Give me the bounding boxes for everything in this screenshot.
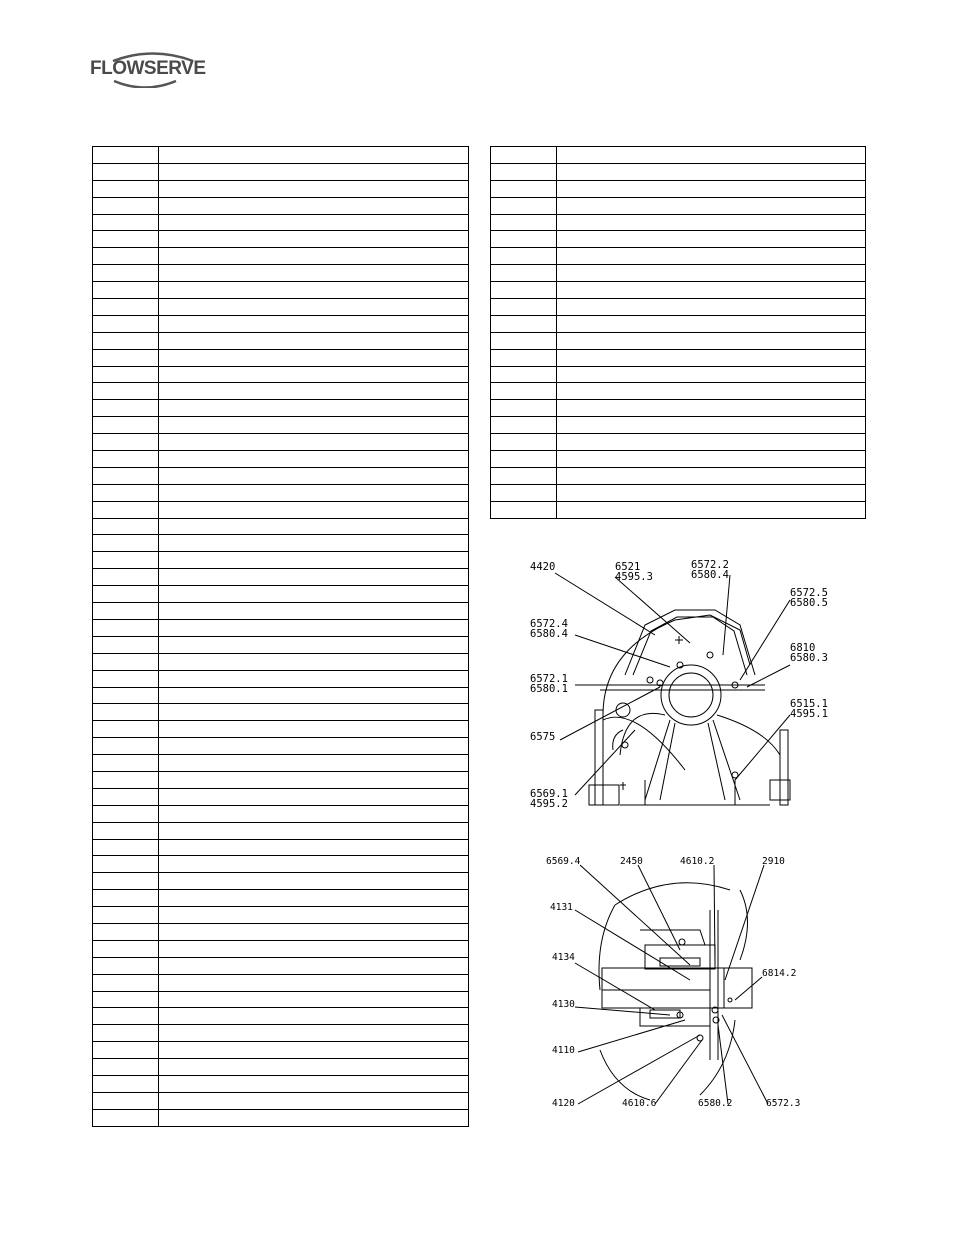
part-description-cell [159,180,469,197]
table-row [93,484,469,501]
table-row [93,501,469,518]
callout-label: 6572.5 [790,587,828,599]
part-description-cell [159,974,469,991]
part-number-cell [93,856,159,873]
flowserve-logo [90,52,208,88]
part-number-cell [93,687,159,704]
table-row [93,1008,469,1025]
table-row [93,197,469,214]
callout-label: 2450 [620,856,643,867]
part-number-cell [491,299,557,316]
table-row [491,366,866,383]
table-row [93,434,469,451]
table-row [93,670,469,687]
part-description-cell [159,923,469,940]
callout-label: 6521 [615,561,641,573]
part-number-cell [93,603,159,620]
callout-label: 4120 [552,1098,575,1109]
part-number-cell [491,400,557,417]
part-description-cell [159,687,469,704]
part-description-cell [557,434,866,451]
table-row [93,1109,469,1126]
part-description-cell [557,467,866,484]
part-description-cell [159,484,469,501]
table-row [93,163,469,180]
callout-label: 6515.1 [790,698,828,710]
part-description-cell [159,501,469,518]
part-description-cell [557,484,866,501]
part-description-cell [159,535,469,552]
part-description-cell [159,282,469,299]
part-number-cell [93,636,159,653]
part-number-cell [93,315,159,332]
part-number-cell [491,265,557,282]
part-number-cell [93,417,159,434]
table-row [93,467,469,484]
part-number-cell [93,467,159,484]
part-description-cell [159,214,469,231]
table-row [491,400,866,417]
table-row [93,248,469,265]
table-row [93,1075,469,1092]
part-number-cell [93,755,159,772]
table-row [491,451,866,468]
part-number-cell [93,163,159,180]
callout-label: 4610.2 [680,856,715,867]
part-description-cell [557,383,866,400]
part-description-cell [159,856,469,873]
table-row [93,265,469,282]
part-number-cell [491,332,557,349]
table-row [93,366,469,383]
part-number-cell [93,721,159,738]
part-number-cell [93,670,159,687]
part-number-cell [93,332,159,349]
table-row [93,788,469,805]
part-description-cell [159,788,469,805]
part-description-cell [159,940,469,957]
callout-label: 6580.1 [530,683,568,695]
callout-labels [546,856,800,1109]
part-number-cell [93,1025,159,1042]
part-description-cell [557,299,866,316]
table-row [93,755,469,772]
part-number-cell [93,265,159,282]
part-description-cell [159,315,469,332]
callout-label: 6572.1 [530,673,568,685]
callout-label: 4595.1 [790,708,828,720]
table-row [93,451,469,468]
part-number-cell [93,299,159,316]
part-description-cell [159,569,469,586]
table-row [93,721,469,738]
part-number-cell [491,180,557,197]
table-row [93,315,469,332]
callout-label: 2910 [762,856,785,867]
part-number-cell [93,873,159,890]
part-description-cell [159,417,469,434]
table-row [93,282,469,299]
part-number-cell [93,383,159,400]
table-row [491,180,866,197]
part-number-cell [93,822,159,839]
part-number-cell [93,400,159,417]
table-row [93,923,469,940]
part-description-cell [159,265,469,282]
part-description-cell [159,299,469,316]
part-description-cell [159,1092,469,1109]
part-number-cell [93,653,159,670]
part-number-cell [93,839,159,856]
seal-detail-drawing [540,850,820,1115]
table-row [93,704,469,721]
part-description-cell [159,805,469,822]
part-number-cell [491,214,557,231]
part-description-cell [159,907,469,924]
part-description-cell [159,163,469,180]
part-number-cell [93,890,159,907]
part-number-cell [93,940,159,957]
part-number-cell [93,738,159,755]
part-number-cell [93,586,159,603]
part-description-cell [159,518,469,535]
callout-label: 6569.4 [546,856,581,867]
part-description-cell [159,771,469,788]
table-row [93,856,469,873]
table-row [93,1092,469,1109]
part-number-cell [93,214,159,231]
part-description-cell [557,147,866,164]
part-number-cell [93,1008,159,1025]
callout-label: 4130 [552,999,575,1010]
table-row [93,417,469,434]
callout-label: 4110 [552,1045,575,1056]
part-number-cell [93,923,159,940]
part-description-cell [557,332,866,349]
part-number-cell [491,434,557,451]
table-row [491,417,866,434]
table-row [93,147,469,164]
part-description-cell [159,822,469,839]
part-description-cell [557,163,866,180]
part-description-cell [159,1109,469,1126]
part-description-cell [159,467,469,484]
table-row [93,907,469,924]
part-description-cell [159,231,469,248]
part-description-cell [159,366,469,383]
callout-label: 4131 [550,902,573,913]
part-number-cell [93,147,159,164]
table-row [93,586,469,603]
part-number-cell [93,1042,159,1059]
part-description-cell [557,400,866,417]
part-description-cell [557,248,866,265]
part-number-cell [93,552,159,569]
callout-label: 4610.6 [622,1098,657,1109]
table-row [93,957,469,974]
part-description-cell [159,1025,469,1042]
part-description-cell [159,451,469,468]
part-number-cell [93,805,159,822]
part-number-cell [491,383,557,400]
part-description-cell [159,670,469,687]
part-number-cell [491,501,557,518]
part-number-cell [491,282,557,299]
part-number-cell [491,315,557,332]
part-description-cell [159,586,469,603]
callout-label: 4595.2 [530,798,568,810]
table-row [93,738,469,755]
callout-label: 6575 [530,731,556,743]
callout-label: 6572.3 [766,1098,801,1109]
table-row [491,265,866,282]
leader-lines [575,865,768,1104]
table-row [93,180,469,197]
part-description-cell [159,332,469,349]
part-description-cell [159,653,469,670]
callout-label: 6580.4 [530,628,568,640]
part-description-cell [159,839,469,856]
table-row [93,619,469,636]
parts-list-table-left [92,146,469,1127]
part-description-cell [159,755,469,772]
table-row [93,603,469,620]
table-row [491,282,866,299]
part-description-cell [159,1042,469,1059]
table-row [491,248,866,265]
pump-cross-section-drawing [525,555,845,815]
part-description-cell [557,197,866,214]
table-row [491,147,866,164]
table-row [491,163,866,180]
part-description-cell [557,417,866,434]
part-number-cell [93,248,159,265]
part-number-cell [491,484,557,501]
part-number-cell [93,197,159,214]
part-description-cell [557,501,866,518]
table-row [93,214,469,231]
part-number-cell [93,231,159,248]
logo-text: FLOWSERVE [90,58,206,79]
table-row [93,839,469,856]
part-number-cell [93,704,159,721]
part-number-cell [93,518,159,535]
part-description-cell [557,315,866,332]
part-number-cell [93,907,159,924]
part-description-cell [159,197,469,214]
part-description-cell [159,400,469,417]
table-row [491,197,866,214]
callout-label: 6580.2 [698,1098,733,1109]
table-row [491,349,866,366]
part-description-cell [557,349,866,366]
callout-label: 6580.3 [790,652,828,664]
part-description-cell [159,1075,469,1092]
table-row [93,771,469,788]
part-number-cell [93,771,159,788]
table-row [93,940,469,957]
part-description-cell [159,552,469,569]
table-row [491,501,866,518]
part-number-cell [491,451,557,468]
part-number-cell [93,1092,159,1109]
part-description-cell [159,349,469,366]
part-number-cell [491,349,557,366]
table-row [491,484,866,501]
part-description-cell [159,434,469,451]
table-row [93,991,469,1008]
part-number-cell [491,147,557,164]
part-number-cell [93,366,159,383]
table-row [93,653,469,670]
callout-label: 6580.4 [691,569,729,581]
detail-circle-outline [599,883,752,1100]
part-description-cell [159,873,469,890]
part-number-cell [93,619,159,636]
table-row [491,383,866,400]
part-number-cell [491,231,557,248]
part-number-cell [93,788,159,805]
table-row [491,467,866,484]
part-number-cell [93,349,159,366]
part-description-cell [557,265,866,282]
parts-list-table-right [490,146,866,519]
part-number-cell [93,1075,159,1092]
part-number-cell [93,484,159,501]
part-number-cell [93,282,159,299]
table-row [491,434,866,451]
table-row [93,518,469,535]
table-row [93,1025,469,1042]
callout-label: 4595.3 [615,571,653,583]
part-description-cell [159,890,469,907]
part-number-cell [93,991,159,1008]
part-description-cell [159,383,469,400]
table-row [93,383,469,400]
part-description-cell [159,619,469,636]
table-row [93,636,469,653]
part-number-cell [93,501,159,518]
part-number-cell [491,417,557,434]
table-row [93,805,469,822]
table-row [93,349,469,366]
table-row [93,535,469,552]
part-description-cell [159,1059,469,1076]
callout-label: 4420 [530,561,556,573]
table-row [93,299,469,316]
part-number-cell [491,197,557,214]
part-description-cell [557,214,866,231]
part-description-cell [159,738,469,755]
part-number-cell [491,467,557,484]
part-description-cell [159,603,469,620]
table-row [491,332,866,349]
table-row [93,231,469,248]
part-number-cell [93,434,159,451]
callout-label: 6572.2 [691,559,729,571]
part-description-cell [159,991,469,1008]
table-row [491,214,866,231]
part-description-cell [159,1008,469,1025]
callout-label: 6572.4 [530,618,568,630]
part-number-cell [93,1109,159,1126]
callout-label: 4134 [552,952,575,963]
part-description-cell [159,957,469,974]
part-number-cell [93,974,159,991]
part-number-cell [93,451,159,468]
table-row [93,332,469,349]
part-description-cell [159,704,469,721]
table-row [93,1042,469,1059]
pump-casing-outline [589,610,790,805]
part-number-cell [491,366,557,383]
part-number-cell [93,535,159,552]
table-row [93,400,469,417]
table-row [491,315,866,332]
callout-label: 6580.5 [790,597,828,609]
table-row [93,569,469,586]
part-description-cell [159,636,469,653]
part-description-cell [159,248,469,265]
part-description-cell [557,231,866,248]
table-row [93,1059,469,1076]
table-row [93,974,469,991]
table-row [93,873,469,890]
part-number-cell [93,569,159,586]
table-row [491,299,866,316]
part-description-cell [557,451,866,468]
part-number-cell [93,180,159,197]
part-number-cell [491,248,557,265]
part-number-cell [93,1059,159,1076]
part-number-cell [93,957,159,974]
table-row [491,231,866,248]
part-number-cell [491,163,557,180]
callout-label: 6810 [790,642,816,654]
callout-label: 6569.1 [530,788,568,800]
part-description-cell [557,282,866,299]
table-row [93,552,469,569]
table-row [93,890,469,907]
table-row [93,687,469,704]
part-description-cell [159,147,469,164]
callout-label: 6814.2 [762,968,797,979]
part-description-cell [159,721,469,738]
table-row [93,822,469,839]
part-description-cell [557,180,866,197]
part-description-cell [557,366,866,383]
